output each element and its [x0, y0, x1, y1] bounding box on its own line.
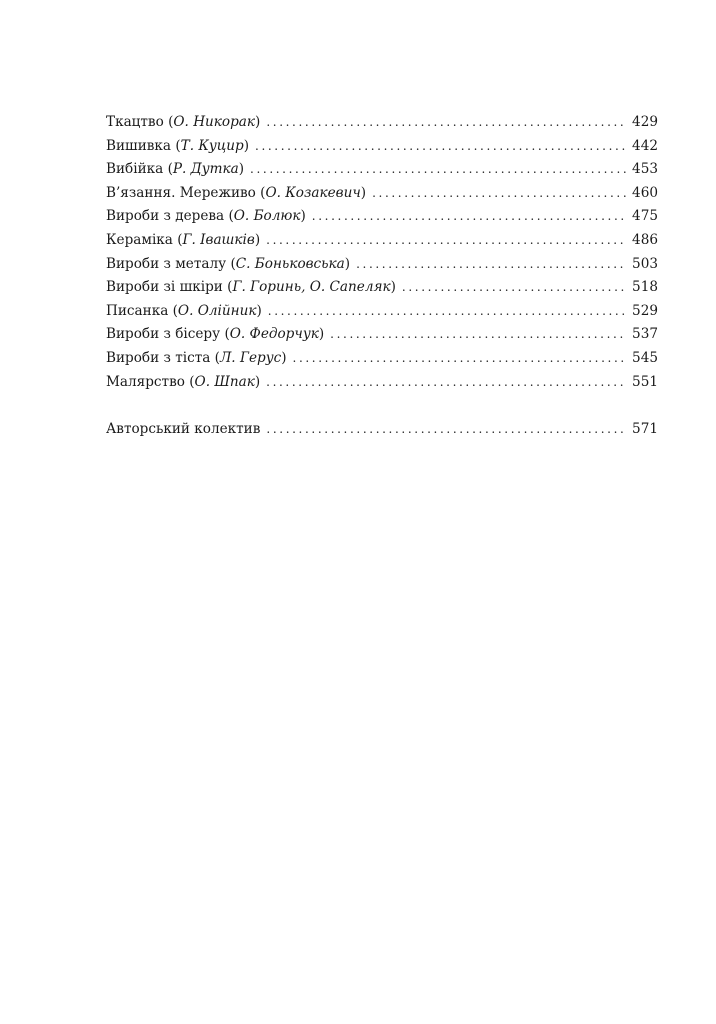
- toc-page-number: 537: [632, 326, 658, 343]
- toc-entry[interactable]: [106, 371, 658, 395]
- section-author: О. Никорак: [173, 114, 256, 130]
- dot-leader: [402, 276, 626, 300]
- section-title: Вироби з дерева: [106, 208, 225, 225]
- toc-entry[interactable]: [106, 300, 658, 324]
- toc-page-number: 460: [632, 184, 658, 201]
- toc-page-number: 486: [632, 231, 658, 248]
- toc-page-number: 551: [632, 373, 658, 390]
- section-title: Кераміка: [106, 231, 173, 248]
- toc-entry-title: Вироби з металу (С. Боньковська): [106, 255, 351, 272]
- section-author: Т. Куцир: [180, 137, 244, 154]
- dot-leader: [266, 111, 626, 135]
- toc-entry[interactable]: [106, 347, 658, 371]
- toc-page-number: 571: [632, 421, 658, 438]
- toc-entry-title: Писанка (О. Олійник): [106, 302, 262, 319]
- dot-leader: [266, 371, 626, 395]
- toc-entry[interactable]: [106, 205, 658, 229]
- toc-entry-title: Авторський колектив: [106, 421, 261, 438]
- toc-entry-authors[interactable]: [106, 418, 658, 442]
- section-title: Вироби з тіста: [106, 349, 211, 366]
- toc-entry-title: Вироби зі шкіри (Г. Горинь, О. Сапеляк): [106, 279, 396, 296]
- toc-entry-title: Вироби з тіста (Л. Герус): [106, 349, 287, 366]
- section-author: С. Боньковська: [235, 255, 345, 272]
- dot-leader: [266, 229, 626, 253]
- section-title: Вироби зі шкіри: [106, 279, 223, 296]
- dot-leader: [330, 323, 626, 347]
- section-title: Ткацтво: [106, 114, 164, 130]
- toc-page-number: 545: [632, 349, 658, 366]
- toc-page-number: 453: [632, 161, 658, 178]
- section-title: Писанка: [106, 302, 169, 319]
- section-gap: [106, 394, 658, 418]
- section-author: О. Козакевич: [265, 184, 361, 201]
- dot-leader: [293, 347, 627, 371]
- section-title: Вибійка: [106, 161, 164, 178]
- section-title: Вишивка: [106, 137, 172, 154]
- toc-list: [106, 111, 658, 394]
- toc-entry-title: В’язання. Мереживо (О. Козакевич): [106, 184, 367, 201]
- toc-entry-title: Кераміка (Г. Івашків): [106, 231, 261, 248]
- section-author: Л. Герус: [219, 349, 282, 366]
- toc-page-number: 429: [632, 114, 658, 130]
- dot-leader: [372, 182, 626, 206]
- dot-leader: [312, 205, 626, 229]
- section-author: Г. Горинь, О. Сапеляк: [232, 279, 391, 296]
- dot-leader: [255, 135, 626, 159]
- toc-entry-title: Ткацтво (О. Никорак): [106, 114, 261, 130]
- toc-entry[interactable]: [106, 276, 658, 300]
- section-author: О. Шпак: [194, 373, 255, 390]
- toc-entry-title: Вибійка (Р. Дутка): [106, 161, 245, 178]
- toc-entry[interactable]: [106, 111, 658, 135]
- table-of-contents: [106, 111, 658, 442]
- dot-leader: [250, 158, 626, 182]
- toc-page-number: 529: [632, 302, 658, 319]
- toc-entry-title: Малярство (О. Шпак): [106, 373, 261, 390]
- section-title: Вироби з металу: [106, 255, 227, 272]
- toc-page-number: 475: [632, 208, 658, 225]
- dot-leader: [356, 253, 626, 277]
- toc-entry[interactable]: [106, 323, 658, 347]
- dot-leader: [266, 418, 626, 442]
- section-author: О. Олійник: [177, 302, 257, 319]
- toc-entry[interactable]: [106, 158, 658, 182]
- section-title: Малярство: [106, 373, 185, 390]
- toc-page-number: 518: [632, 279, 658, 296]
- section-author: Г. Івашків: [182, 231, 255, 248]
- section-title: В’язання. Мереживо: [106, 184, 256, 201]
- toc-entry[interactable]: [106, 182, 658, 206]
- section-author: О. Болюк: [233, 208, 301, 225]
- toc-page-number: 503: [632, 255, 658, 272]
- dot-leader: [268, 300, 626, 324]
- toc-entry[interactable]: [106, 253, 658, 277]
- toc-page-number: 442: [632, 137, 658, 154]
- section-author: О. Федорчук: [229, 326, 319, 343]
- toc-entry-title: Вишивка (Т. Куцир): [106, 137, 250, 154]
- section-title: Вироби з бісеру: [106, 326, 221, 343]
- toc-entry-title: Вироби з дерева (О. Болюк): [106, 208, 306, 225]
- toc-entry[interactable]: [106, 229, 658, 253]
- section-author: Р. Дутка: [172, 161, 239, 178]
- toc-entry-title: Вироби з бісеру (О. Федорчук): [106, 326, 325, 343]
- toc-entry[interactable]: [106, 135, 658, 159]
